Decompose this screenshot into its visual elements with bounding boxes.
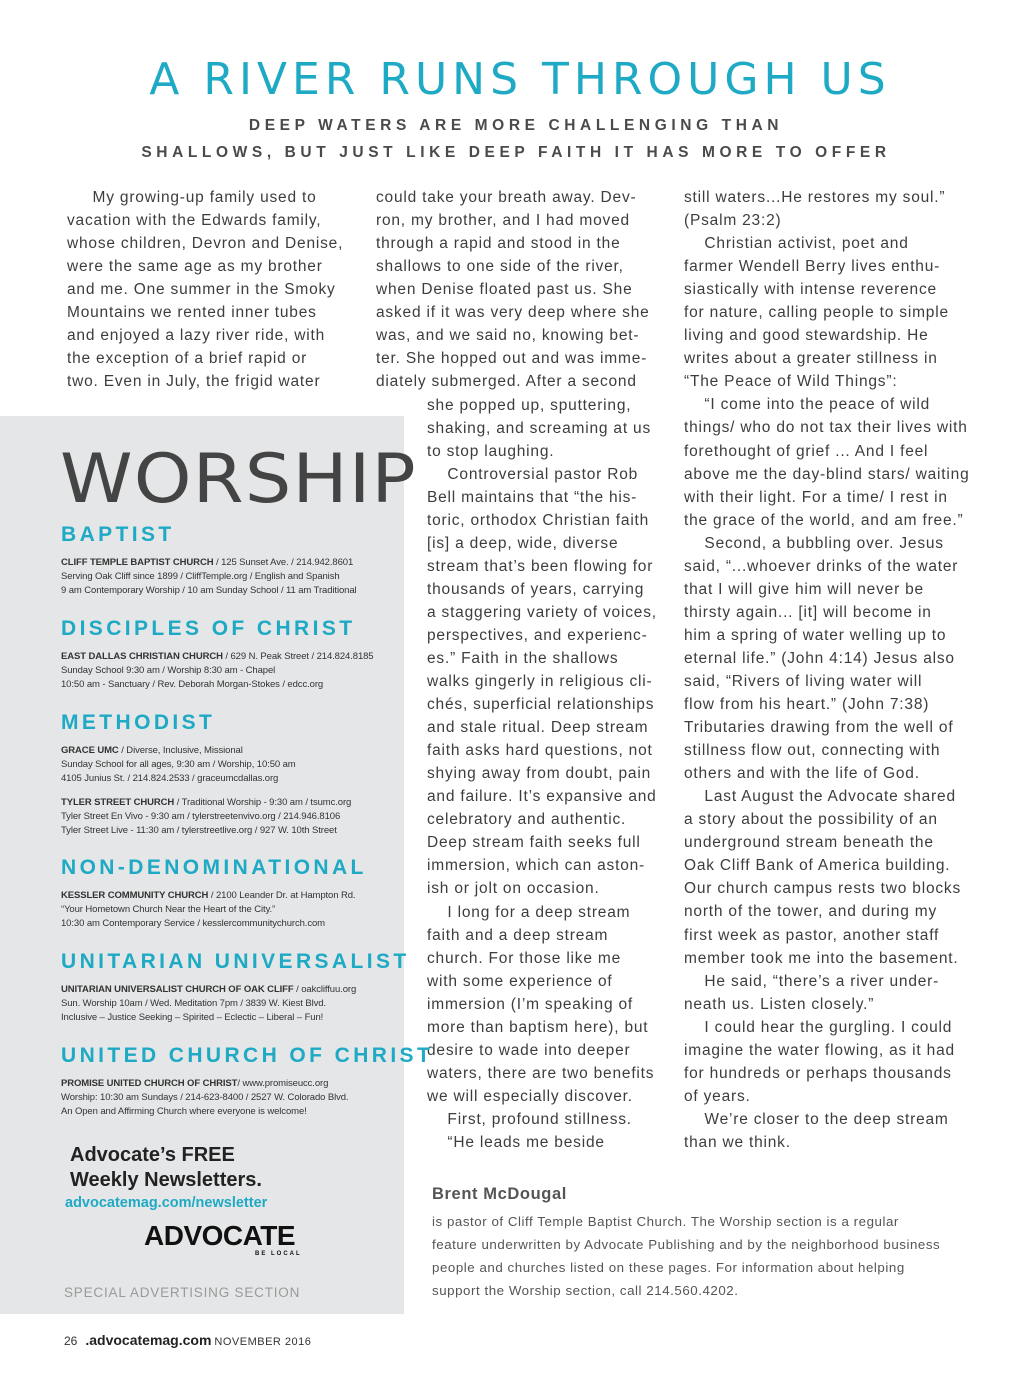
article-line: Christian activist, poet and: [684, 235, 909, 253]
article-line: eternal life.” (John 4:14) Jesus also: [684, 649, 955, 667]
article-line: farmer Wendell Berry lives enthu-: [684, 258, 941, 276]
article-line: underground stream beneath the: [684, 834, 934, 852]
article-line: Oak Cliff Bank of America building.: [684, 857, 951, 875]
article-line: and failure. It’s expansive and: [427, 788, 657, 806]
article-line: said, “...whoever drinks of the water: [684, 557, 959, 575]
article-column-2-bottom: [427, 394, 657, 1155]
article-line: was, and we said no, knowing bet-: [376, 327, 640, 345]
article-line: and enjoyed a lazy river ride, with: [67, 327, 326, 345]
author-bio: [432, 1210, 940, 1302]
article-line: for nature, calling people to simple: [684, 304, 949, 322]
denomination-title: METHODIST: [61, 711, 216, 734]
church-entry: [61, 889, 391, 932]
article-line: ron, my brother, and I had moved: [376, 212, 630, 230]
article-line: Tributaries drawing from the well of: [684, 719, 954, 737]
article-line: Controversial pastor Rob: [427, 465, 639, 483]
church-name: UNITARIAN UNIVERSALIST CHURCH OF OAK CLIFF: [61, 984, 294, 995]
article-line: that I will give him will never be: [684, 580, 924, 598]
article-line: immersion (I’m speaking of: [427, 995, 633, 1013]
denomination-title: BAPTIST: [61, 523, 175, 546]
article-line: ter. She hopped out and was imme-: [376, 350, 648, 368]
article-line: Mountains we rented inner tubes: [67, 304, 317, 322]
denomination-title: UNITARIAN UNIVERSALIST: [61, 950, 410, 973]
church-info: Inclusive – Justice Seeking – Spirited – Eclectic – Liberal – Fun!: [61, 1012, 324, 1024]
denomination-title: DISCIPLES OF CHRIST: [61, 617, 356, 640]
deck-line: SHALLOWS, BUT JUST LIKE DEEP FAITH IT HAS MORE TO OFFER: [141, 144, 891, 161]
article-line: My growing-up family used to: [67, 189, 317, 206]
church-info: Sun. Worship 10am / Wed. Meditation 7pm / 3839 W. Kiest Blvd.: [61, 998, 326, 1010]
article-line: shallows to one side of the river,: [376, 258, 624, 276]
church-name: EAST DALLAS CHRISTIAN CHURCH: [61, 651, 223, 662]
denomination-baptist: [61, 522, 391, 599]
article-line: forethought of grief ... And I feel: [684, 442, 929, 460]
article-line: Deep stream faith seeks full: [427, 834, 641, 852]
article-column-2-top: [376, 186, 650, 393]
church-name: KESSLER COMMUNITY CHURCH: [61, 890, 209, 901]
worship-title: WORSHIP: [60, 440, 417, 519]
church-info: / 629 N. Peak Street / 214.824.8185: [222, 651, 374, 662]
article-line: “He leads me beside: [427, 1134, 605, 1151]
article-line: shying away from doubt, pain: [427, 765, 652, 783]
bio-line: people and churches listed on these pages. For information about helping: [432, 1260, 905, 1275]
article-line: thirsty again... [it] will become in: [684, 603, 932, 621]
article-line: stillness flow out, connecting with: [684, 742, 941, 760]
church-info: 4105 Junius St. / 214.824.2533 / graceumcdallas.org: [61, 773, 279, 785]
article-line: than we think.: [684, 1133, 791, 1151]
denomination-title: UNITED CHURCH OF CHRIST: [61, 1044, 434, 1067]
article-line: asked if it was very deep where she: [376, 304, 650, 322]
church-info: Serving Oak Cliff since 1899 / CliffTemple.org / English and Spanish: [61, 571, 340, 583]
article-line: with some experience of: [427, 972, 613, 990]
article-line: immersion, which can aston-: [427, 857, 646, 875]
article-line: could take your breath away. Dev-: [376, 189, 637, 206]
article-line: the grace of the world, and am free.”: [684, 511, 964, 529]
church-info: / Traditional Worship - 9:30 am / tsumc.org: [174, 796, 352, 808]
article-line: stream that’s been flowing for: [427, 557, 654, 575]
article-line: waters, there are two benefits: [427, 1064, 655, 1082]
article-line: “I come into the peace of wild: [684, 396, 931, 414]
church-entry: [61, 1077, 391, 1120]
newsletter-line: Weekly Newsletters.: [70, 1169, 262, 1191]
church-entry: [61, 983, 391, 1026]
church-info: 10:50 am - Sanctuary / Rev. Deborah Morgan-Stokes / edcc.org: [61, 679, 324, 691]
page-footer: [64, 1332, 311, 1348]
deck: [0, 112, 1024, 166]
article-line: a story about the possibility of an: [684, 811, 938, 829]
church-info: Worship: 10:30 am Sundays / 214-623-8400 / 2527 W. Colorado Blvd.: [61, 1092, 349, 1104]
article-line: a staggering variety of voices,: [427, 603, 657, 621]
article-line: siastically with intense reverence: [684, 281, 937, 299]
article-line: we will especially discover.: [427, 1087, 633, 1105]
footer-issue: NOVEMBER 2016: [214, 1336, 312, 1348]
article-line: Our church campus rests two blocks: [684, 880, 962, 898]
article-line: “The Peace of Wild Things”:: [684, 373, 898, 391]
article-line: [is] a deep, wide, diverse: [427, 534, 619, 552]
article-line: vacation with the Edwards family,: [67, 212, 322, 230]
church-info: / 125 Sunset Ave. / 214.942.8601: [213, 557, 354, 568]
article-line: neath us. Listen closely.”: [684, 995, 875, 1013]
article-line: things/ who do not tax their lives with: [684, 419, 968, 437]
article-line: with their light. For a time/ I rest in: [684, 488, 948, 506]
article-line: two. Even in July, the frigid water: [67, 373, 321, 391]
denomination-united-church-of-christ: [61, 1043, 434, 1120]
article-line: living and good stewardship. He: [684, 327, 929, 345]
article-line: church. For those like me: [427, 949, 622, 967]
article-line: and stale ritual. Deep stream: [427, 719, 649, 737]
article-line: chés, superficial relationships: [427, 696, 655, 714]
article-line: still waters...He restores my soul.”: [684, 189, 946, 206]
church-info: 10:30 am Contemporary Service / kesslercommunitychurch.com: [61, 918, 325, 930]
article-line: es.” Faith in the shallows: [427, 650, 619, 668]
church-info: / www.promiseucc.org: [237, 1078, 329, 1089]
article-line: writes about a greater stillness in: [684, 350, 938, 368]
article-line: of years.: [684, 1087, 751, 1105]
denomination-methodist: [61, 710, 391, 838]
church-entry: [61, 744, 391, 787]
headline: A RIVER RUNS THROUGH US: [149, 54, 891, 105]
article-line: him a spring of water welling up to: [684, 626, 947, 644]
article-line: I could hear the gurgling. I could: [684, 1018, 953, 1036]
article-line: celebratory and authentic.: [427, 811, 627, 829]
church-entry: [61, 556, 391, 599]
article-line: Bell maintains that “the his-: [427, 488, 638, 506]
article-line: (Psalm 23:2): [684, 212, 782, 230]
article-line: He said, “there’s a river under-: [684, 972, 940, 990]
bio-line: is pastor of Cliff Temple Baptist Church. The Worship section is a regular: [432, 1214, 899, 1229]
church-info: Sunday School 9:30 am / Worship 8:30 am - Chapel: [61, 665, 276, 677]
church-info: An Open and Affirming Church where everyone is welcome!: [61, 1106, 307, 1118]
article-line: imagine the water flowing, as it had: [684, 1041, 955, 1059]
article-line: faith asks hard questions, not: [427, 742, 653, 760]
article-line: toric, orthodox Christian faith: [427, 511, 650, 529]
article-line: shaking, and screaming at us: [427, 419, 652, 437]
bio-line: feature underwritten by Advocate Publishing and by the neighborhood business: [432, 1237, 941, 1252]
article-line: to stop laughing.: [427, 442, 555, 460]
article-line: I long for a deep stream: [427, 903, 631, 921]
article-line: first week as pastor, another staff: [684, 926, 940, 944]
bio-line: support the Worship section, call 214.560.4202.: [432, 1283, 739, 1298]
denomination-unitarian: [61, 949, 410, 1026]
page-number: 26: [64, 1334, 78, 1348]
article-line: when Denise floated past us. She: [376, 281, 633, 299]
church-name: GRACE UMC: [61, 745, 119, 756]
article-line: We’re closer to the deep stream: [684, 1110, 949, 1128]
article-line: whose children, Devron and Denise,: [67, 235, 344, 253]
special-section-label: SPECIAL ADVERTISING SECTION: [64, 1285, 301, 1300]
church-info: Tyler Street Live - 11:30 am / tylerstreetlive.org / 927 W. 10th Street: [61, 825, 337, 837]
article-line: ish or jolt on occasion.: [427, 880, 600, 898]
article-line: Last August the Advocate shared: [684, 788, 956, 806]
article-line: others and with the life of God.: [684, 765, 920, 783]
church-entry: [61, 650, 391, 693]
church-info: / 2100 Leander Dr. at Hampton Rd.: [208, 890, 356, 901]
denomination-non-denominational: [61, 855, 391, 932]
denomination-title: NON-DENOMINATIONAL: [61, 856, 367, 879]
article-line: north of the tower, and during my: [684, 903, 938, 921]
denomination-disciples: [61, 616, 391, 693]
article-line: faith and a deep stream: [427, 926, 609, 944]
article-column-3: [684, 186, 970, 1154]
newsletter-promo: [70, 1143, 262, 1193]
article-line: she popped up, sputtering,: [427, 396, 632, 414]
article-line: desire to wade into deeper: [427, 1041, 631, 1059]
article-line: and me. One summer in the Smoky: [67, 281, 336, 299]
article-column-1: [67, 186, 343, 393]
advocate-logo-tagline: BE LOCAL: [255, 1251, 302, 1257]
church-name: PROMISE UNITED CHURCH OF CHRIST: [61, 1078, 238, 1089]
newsletter-link[interactable]: advocatemag.com/newsletter: [65, 1195, 268, 1211]
church-info: 9 am Contemporary Worship / 10 am Sunday School / 11 am Traditional: [61, 585, 357, 597]
church-info: Tyler Street En Vivo - 9:30 am / tylerstreetenvivo.org / 214.946.8106: [61, 810, 341, 822]
article-line: perspectives, and experienc-: [427, 626, 648, 644]
article-line: member took me into the basement.: [684, 949, 959, 967]
article-line: through a rapid and stood in the: [376, 235, 621, 253]
article-line: thousands of years, carrying: [427, 580, 645, 598]
article-line: said, “Rivers of living water will: [684, 672, 923, 690]
article-line: the exception of a brief rapid or: [67, 350, 308, 368]
newsletter-line: Advocate’s FREE: [70, 1144, 235, 1166]
footer-site: .advocatemag.com: [85, 1332, 212, 1348]
church-name: TYLER STREET CHURCH: [61, 796, 175, 808]
church-info: / oakcliffuu.org: [293, 984, 357, 995]
church-info: / Diverse, Inclusive, Missional: [118, 745, 243, 756]
article-line: walks gingerly in religious cli-: [427, 673, 653, 691]
deck-line: DEEP WATERS ARE MORE CHALLENGING THAN: [248, 117, 784, 134]
church-entry: [61, 796, 391, 839]
article-line: above me the day-blind stars/ waiting: [684, 465, 970, 483]
article-line: for hundreds or perhaps thousands: [684, 1064, 952, 1082]
article-line: more than baptism here), but: [427, 1018, 649, 1036]
article-line: flow from his heart.” (John 7:38): [684, 696, 930, 714]
church-info: Sunday School for all ages, 9:30 am / Worship, 10:50 am: [61, 759, 296, 771]
author-name: Brent McDougal: [432, 1185, 567, 1203]
advocate-logo: ADVOCATE: [144, 1220, 296, 1251]
church-name: CLIFF TEMPLE BAPTIST CHURCH: [61, 557, 214, 568]
article-line: First, profound stillness.: [427, 1110, 632, 1128]
article-line: diately submerged. After a second: [376, 373, 637, 391]
church-info: “Your Hometown Church Near the Heart of the City.”: [61, 904, 276, 916]
article-line: were the same age as my brother: [67, 258, 323, 276]
article-line: Second, a bubbling over. Jesus: [684, 534, 944, 552]
